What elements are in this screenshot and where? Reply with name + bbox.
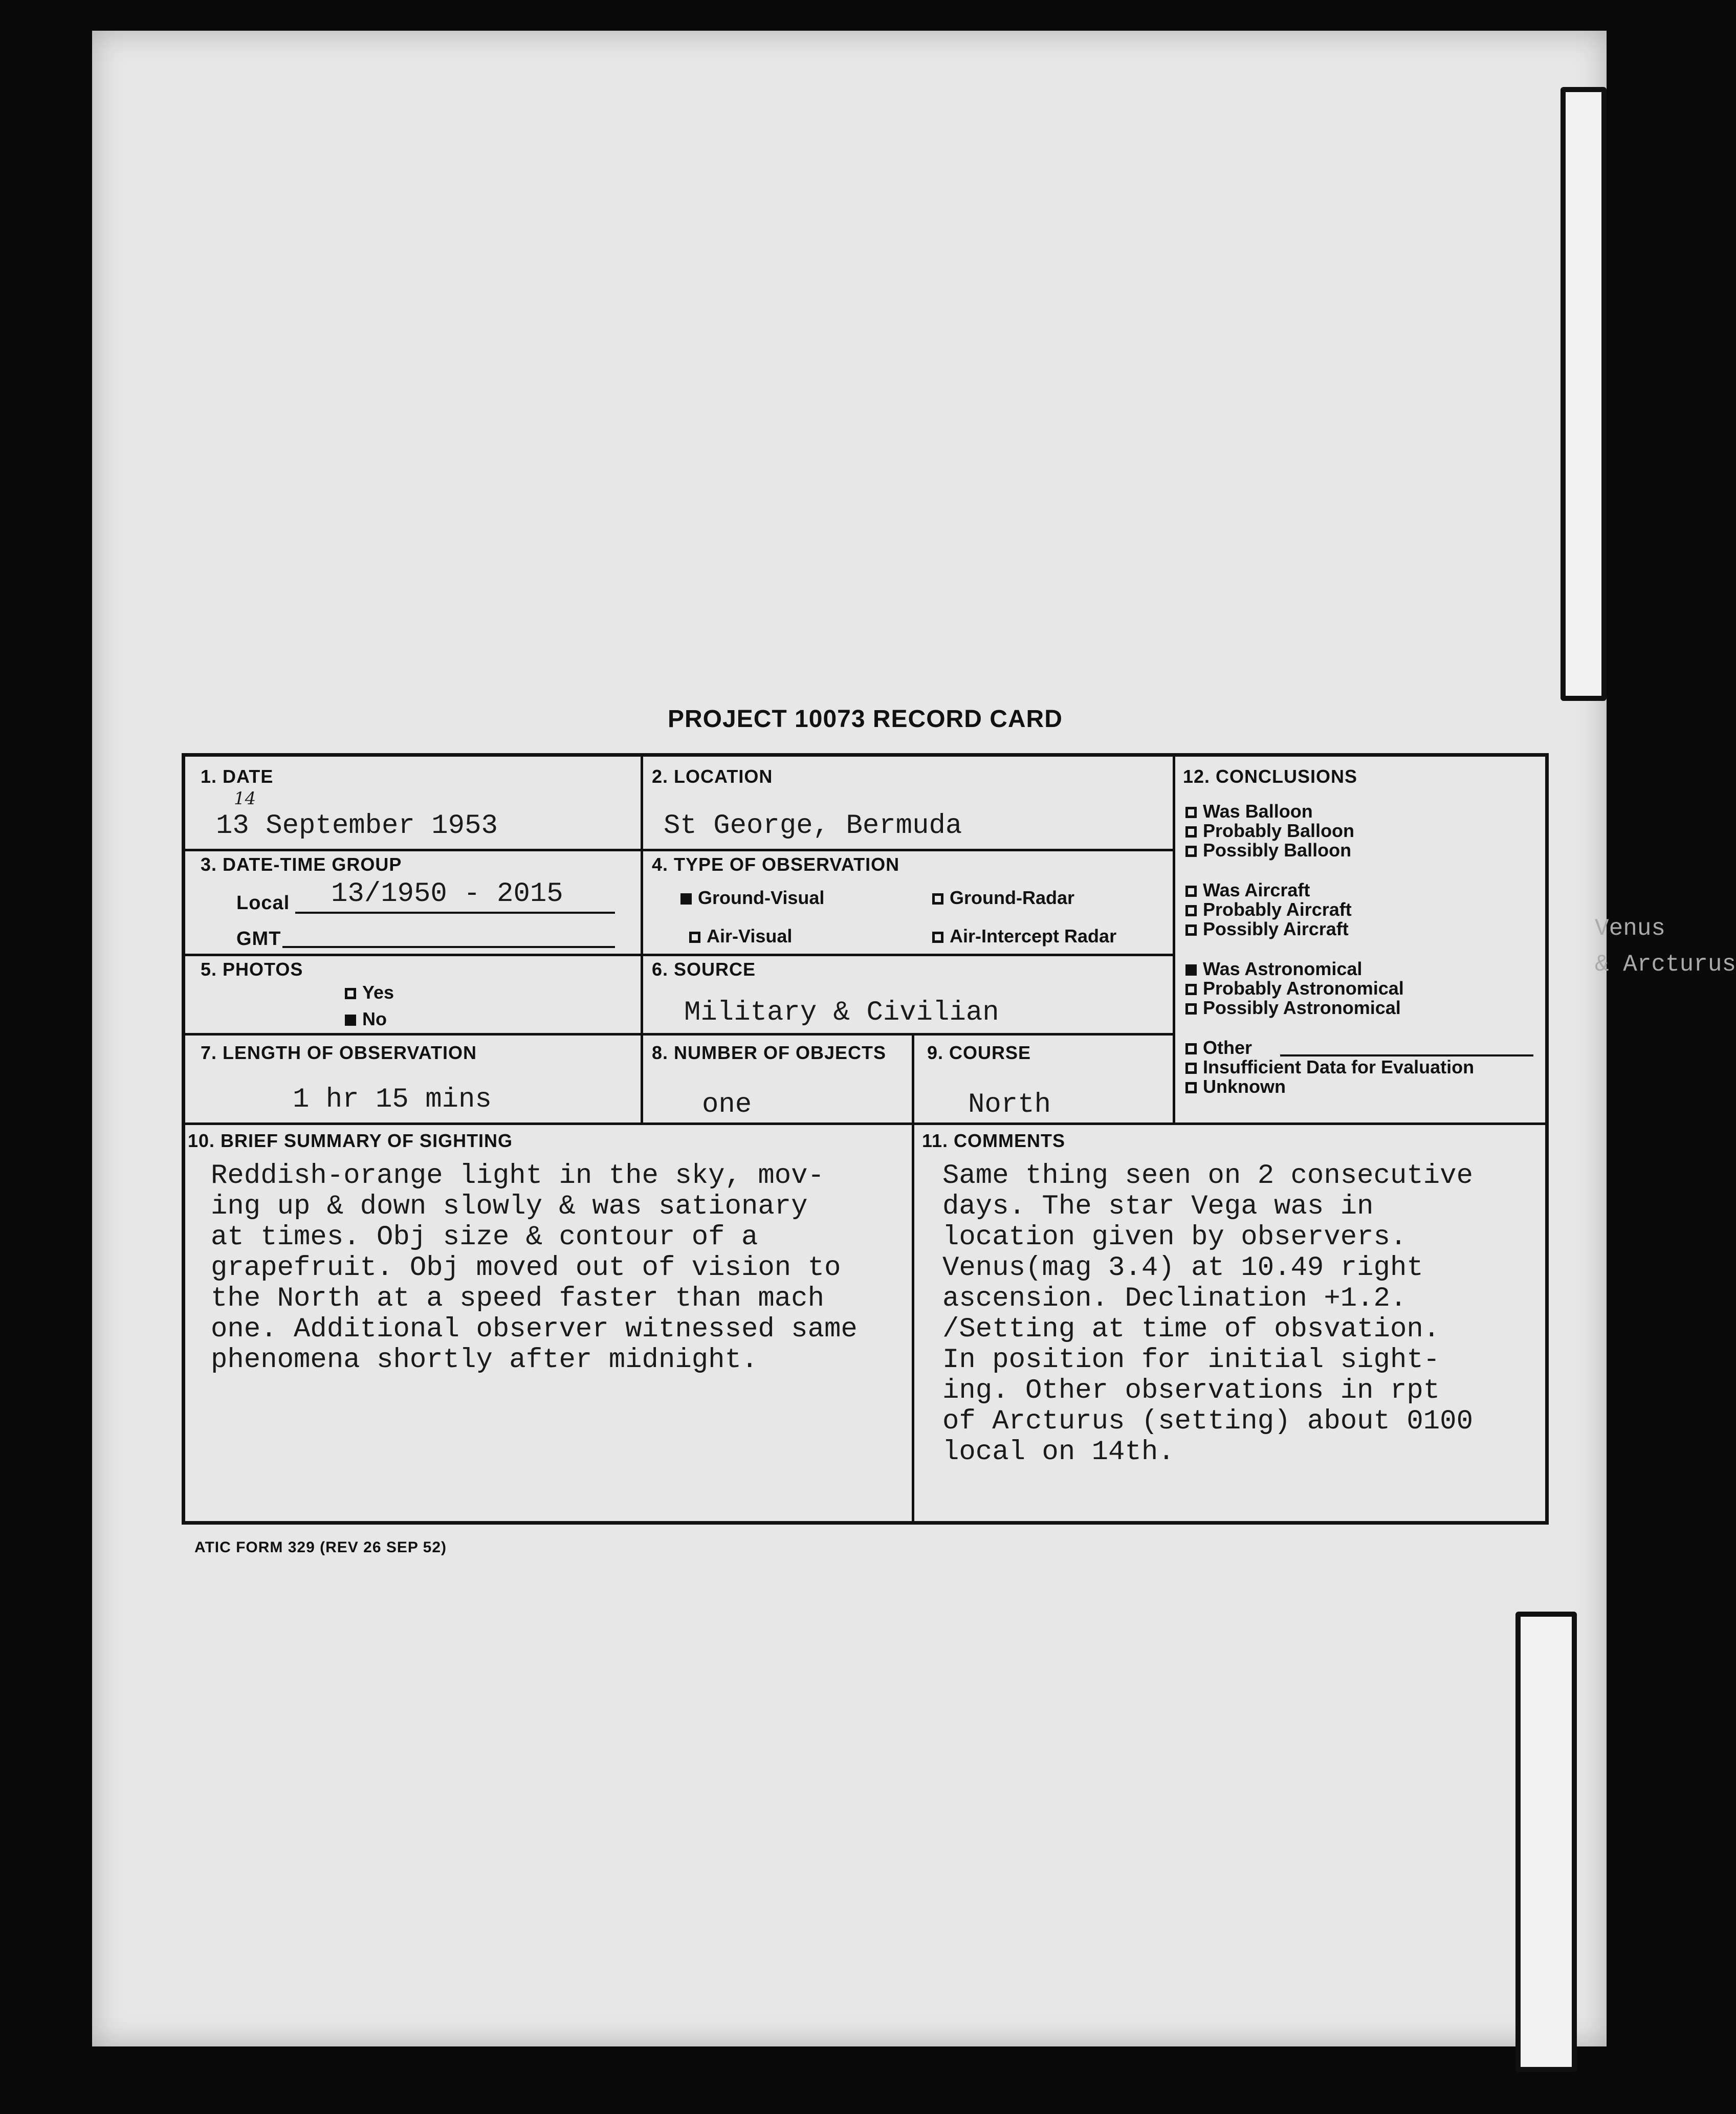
checkbox[interactable] — [1185, 984, 1197, 995]
checkbox[interactable] — [689, 932, 700, 943]
checkbox[interactable] — [1185, 1082, 1197, 1093]
summary-line: one. Additional observer witnessed same — [211, 1314, 858, 1345]
comments-line: Same thing seen on 2 consecutive — [942, 1160, 1473, 1192]
option-air-intercept-radar[interactable]: Air-Intercept Radar — [932, 926, 1116, 947]
num-objects-label: 8. NUMBER OF OBJECTS — [652, 1042, 887, 1063]
conclusion-annotation-arcturus: & Arcturus — [1595, 951, 1736, 978]
date-value: 13 September 1953 — [216, 810, 498, 842]
option-air-visual[interactable]: Air-Visual — [689, 926, 792, 947]
dtg-label: 3. DATE-TIME GROUP — [201, 854, 402, 875]
form-footer: ATIC FORM 329 (REV 26 SEP 52) — [194, 1539, 447, 1556]
summary-line: the North at a speed faster than mach — [211, 1283, 824, 1314]
date-label: 1. DATE — [201, 766, 274, 787]
length-label: 7. LENGTH OF OBSERVATION — [201, 1042, 477, 1063]
divider-row-4 — [185, 1122, 1546, 1125]
conclusion-annotation-venus: Venus — [1595, 915, 1666, 942]
checkbox-checked[interactable] — [345, 1015, 356, 1026]
source-value: Military & Civilian — [684, 997, 999, 1028]
conclusion-probably-aircraft[interactable]: Probably Aircraft — [1185, 899, 1352, 920]
summary-label: 10. BRIEF SUMMARY OF SIGHTING — [188, 1130, 513, 1151]
photos-label: 5. PHOTOS — [201, 959, 303, 980]
conclusion-other[interactable]: Other — [1185, 1037, 1252, 1059]
source-label: 6. SOURCE — [652, 959, 756, 980]
comments-text — [942, 1161, 1473, 1468]
comments-line: Venus(mag 3.4) at 10.49 right — [942, 1252, 1423, 1284]
record-card-form — [182, 753, 1736, 1525]
checkbox[interactable] — [932, 932, 943, 943]
dtg-local-underline — [295, 912, 615, 914]
checkbox[interactable] — [1185, 826, 1197, 838]
divider-col-1 — [641, 757, 643, 1125]
divider-row-1 — [185, 849, 1175, 851]
divider-row-2 — [185, 954, 1175, 956]
option-ground-visual[interactable]: Ground-Visual — [680, 887, 824, 909]
comments-line: ascension. Declination +1.2. — [942, 1283, 1407, 1314]
num-objects-value: one — [702, 1089, 752, 1120]
conclusion-was-astronomical[interactable]: Was Astronomical — [1185, 958, 1362, 980]
comments-line: days. The star Vega was in — [942, 1191, 1374, 1222]
dtg-gmt-label: GMT — [236, 928, 281, 950]
comments-line: location given by observers. — [942, 1222, 1407, 1253]
comments-line: local on 14th. — [942, 1437, 1175, 1468]
comments-line: of Arcturus (setting) about 0100 — [942, 1406, 1473, 1437]
dtg-local-label: Local — [236, 892, 290, 914]
checkbox[interactable] — [345, 988, 356, 999]
summary-line: Reddish-orange light in the sky, mov- — [211, 1160, 824, 1192]
comments-line: ing. Other observations in rpt — [942, 1375, 1440, 1406]
date-handwritten: 14 — [234, 788, 256, 809]
conclusion-unknown[interactable]: Unknown — [1185, 1076, 1286, 1097]
checkbox[interactable] — [1185, 1003, 1197, 1015]
comments-line: In position for initial sight- — [942, 1345, 1440, 1376]
checkbox-checked[interactable] — [680, 893, 692, 905]
observation-type-label: 4. TYPE OF OBSERVATION — [652, 854, 900, 875]
course-label: 9. COURSE — [927, 1042, 1031, 1063]
conclusion-insufficient-data[interactable]: Insufficient Data for Evaluation — [1185, 1056, 1474, 1078]
option-ground-radar[interactable]: Ground-Radar — [932, 887, 1074, 909]
dtg-local-value: 13/1950 - 2015 — [331, 878, 563, 910]
divider-col-2 — [1173, 757, 1175, 1122]
conclusion-possibly-astronomical[interactable]: Possibly Astronomical — [1185, 997, 1401, 1019]
dtg-gmt-underline — [282, 946, 615, 948]
photos-yes-option[interactable]: Yes — [345, 982, 394, 1003]
checkbox[interactable] — [1185, 846, 1197, 857]
checkbox[interactable] — [1185, 807, 1197, 818]
film-edge-top — [1561, 87, 1607, 701]
conclusions-label: 12. CONCLUSIONS — [1183, 766, 1358, 787]
checkbox[interactable] — [1185, 905, 1197, 916]
length-value: 1 hr 15 mins — [293, 1084, 492, 1115]
checkbox[interactable] — [1185, 924, 1197, 936]
location-label: 2. LOCATION — [652, 766, 773, 787]
photos-no-option[interactable]: No — [345, 1008, 387, 1030]
course-value: North — [968, 1089, 1051, 1120]
divider-row-3 — [185, 1033, 1175, 1036]
checkbox[interactable] — [1185, 1043, 1197, 1054]
checkbox[interactable] — [932, 893, 943, 905]
conclusion-possibly-balloon[interactable]: Possibly Balloon — [1185, 840, 1351, 861]
comments-label: 11. COMMENTS — [922, 1130, 1066, 1151]
conclusion-probably-balloon[interactable]: Probably Balloon — [1185, 820, 1354, 842]
checkbox-checked[interactable] — [1185, 964, 1197, 976]
summary-line: phenomena shortly after midnight. — [211, 1345, 758, 1376]
divider-col-3 — [912, 1033, 914, 1524]
comments-line: /Setting at time of obsvation. — [942, 1314, 1440, 1345]
card-title: PROJECT 10073 RECORD CARD — [668, 706, 1063, 733]
summary-text — [211, 1161, 858, 1376]
summary-line: grapefruit. Obj moved out of vision to — [211, 1252, 841, 1284]
conclusion-was-balloon[interactable]: Was Balloon — [1185, 801, 1313, 822]
summary-line: ing up & down slowly & was sationary — [211, 1191, 808, 1222]
conclusion-was-aircraft[interactable]: Was Aircraft — [1185, 879, 1310, 901]
film-edge-bottom — [1515, 1612, 1577, 2072]
checkbox[interactable] — [1185, 886, 1197, 897]
location-value: St George, Bermuda — [664, 810, 962, 842]
checkbox[interactable] — [1185, 1063, 1197, 1074]
conclusion-probably-astronomical[interactable]: Probably Astronomical — [1185, 978, 1404, 999]
conclusion-possibly-aircraft[interactable]: Possibly Aircraft — [1185, 918, 1349, 940]
summary-line: at times. Obj size & contour of a — [211, 1222, 758, 1253]
